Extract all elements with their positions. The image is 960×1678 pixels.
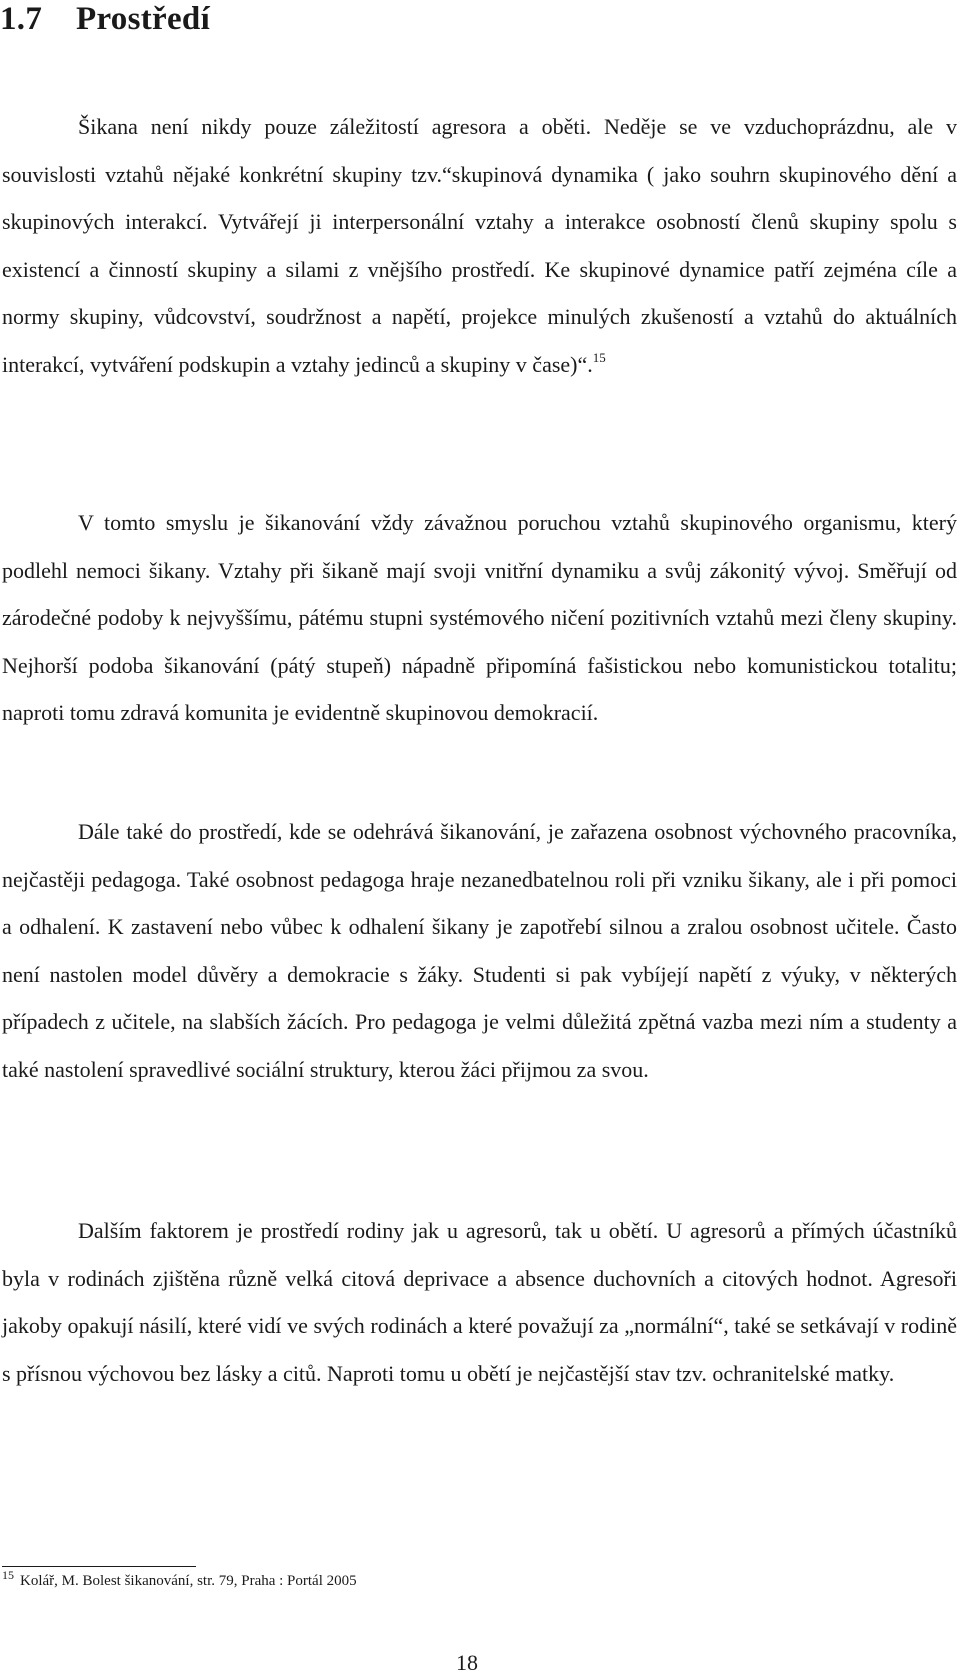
paragraph-3-text: Dále také do prostředí, kde se odehrává šikanování, je zařazena osobnost výchovného pracovníka, nejčastěji pedagoga. Také osobnost pedagoga hraje nezanedbatelnou roli při vzniku šikany, ale i při pomoci a odhalení. K zastavení nebo vůbec k odhalení šikany je zapotřebí silnou a zralou osobnost učitele. Často není nastolen model důvěry a demokracie s žáky. Studenti si pak vybíjejí napětí z výuky, v některých případech z učitele, na slabších žácích. Pro pedagoga je velmi důležitá zpětná vazba mezi ním a studenty a také nastolení spravedlivé sociální struktury, kterou žáci přijmou za svou. (2, 819, 957, 1082)
footnote-text: Kolář, M. Bolest šikanování, str. 79, Praha : Portál 2005 (20, 1573, 357, 1589)
section-heading (0, 0, 210, 38)
footnote (2, 1568, 357, 1590)
section-number: 1.7 (0, 1, 43, 37)
paragraph-2 (2, 499, 957, 737)
footnote-reference: 15 (592, 349, 606, 365)
paragraph-1 (2, 103, 957, 388)
footnote-separator (2, 1566, 196, 1567)
paragraph-2-text: V tomto smyslu je šikanování vždy závažnou poruchou vztahů skupinového organismu, který podlehl nemoci šikany. Vztahy při šikaně mají svoji vnitřní dynamiku a svůj zákonitý vývoj. Směřují od zárodečné podoby k nejvyššímu, pátému stupni systémového ničení pozitivních vztahů mezi členy skupiny. Nejhorší podoba šikanování (pátý stupeň) nápadně připomíná fašistickou nebo komunistickou totalitu; naproti tomu zdravá komunita je evidentně skupinovou demokracií. (2, 510, 957, 725)
section-title: Prostředí (76, 1, 211, 37)
page-number: 18 (456, 1650, 478, 1675)
paragraph-4 (2, 1207, 957, 1397)
footnote-number: 15 (2, 1568, 14, 1582)
paragraph-4-text: Dalším faktorem je prostředí rodiny jak u agresorů, tak u obětí. U agresorů a přímých účastníků byla v rodinách zjištěna různě velká citová deprivace a absence duchovních a citových hodnot. Agresoři jakoby opakují násilí, které vidí ve svých rodinách a které považují za „normální“, také se setkávají v rodině s přísnou výchovou bez lásky a citů. Naproti tomu u obětí je nejčastější stav tzv. ochranitelské matky. (2, 1218, 957, 1386)
paragraph-3 (2, 808, 957, 1093)
paragraph-1-text: Šikana není nikdy pouze záležitostí agresora a oběti. Neděje se ve vzduchoprázdnu, ale v souvislosti vztahů nějaké konkrétní skupiny tzv.“skupinová dynamika ( jako souhrn skupinového dění a skupinových interakcí. Vytvářejí ji interpersonální vztahy a interakce osobností členů skupiny spolu s existencí a činností skupiny a silami z vnějšího prostředí. Ke skupinové dynamice patří zejména cíle a normy skupiny, vůdcovství, soudržnost a napětí, projekce minulých zkušeností a vztahů do aktuálních interakcí, vytváření podskupin a vztahy jedinců a skupiny v čase)“. (2, 114, 957, 377)
